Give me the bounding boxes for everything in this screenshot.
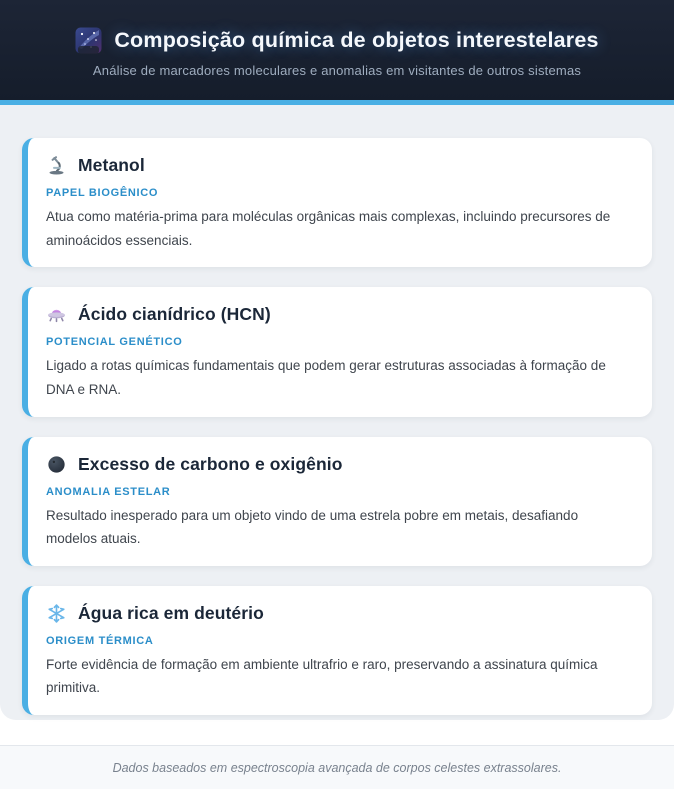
snowflake-icon xyxy=(46,603,67,624)
card-agua-deuterio xyxy=(22,586,652,715)
card-category-label: ORIGEM TÉRMICA xyxy=(46,634,154,647)
card-head xyxy=(46,603,632,624)
card-title: Água rica em deutério xyxy=(78,602,264,623)
page-title: Composição química de objetos interestelares xyxy=(114,28,599,52)
card-acido-cianidrico xyxy=(22,287,652,416)
card-description: Resultado inesperado para um objeto vindo de uma estrela pobre em metais, desafiando modelos atuais. xyxy=(46,507,579,547)
milky-way-icon xyxy=(75,27,102,54)
card-title: Metanol xyxy=(78,155,145,175)
card-category-label: ANOMALIA ESTELAR xyxy=(46,485,171,498)
page-header xyxy=(0,0,674,105)
card-title: Ácido cianídrico (HCN) xyxy=(78,304,271,325)
card-category-label: PAPEL BIOGÊNICO xyxy=(46,187,159,199)
footer-note: Dados baseados em espectroscopia avançada de corpos celestes extrassolares. xyxy=(112,760,562,775)
card-description: Forte evidência de formação em ambiente ultrafrio e raro, preservando a assinatura química primitiva. xyxy=(46,656,598,696)
header-title-row xyxy=(20,27,654,54)
card-excesso-carbono-oxigenio xyxy=(22,437,652,566)
microscope-icon xyxy=(46,155,67,176)
page-footer xyxy=(0,745,674,789)
card-description: Atua como matéria-prima para moléculas orgânicas mais complexas, incluindo precursores de aminoácidos essenciais. xyxy=(46,209,611,248)
ufo-icon xyxy=(46,304,67,325)
card-metanol xyxy=(22,138,652,267)
card-head xyxy=(46,454,632,475)
card-head xyxy=(46,304,632,325)
page-subtitle: Análise de marcadores moleculares e anomalias em visitantes de outros sistemas xyxy=(92,63,582,78)
card-title: Excesso de carbono e oxigênio xyxy=(78,453,343,474)
card-list xyxy=(0,105,674,745)
card-description: Ligado a rotas químicas fundamentais que podem gerar estruturas associadas à formação de DNA e RNA. xyxy=(46,358,606,397)
card-category-label: POTENCIAL GENÉTICO xyxy=(46,336,183,349)
card-head xyxy=(46,155,632,176)
new-moon-icon xyxy=(46,454,67,475)
